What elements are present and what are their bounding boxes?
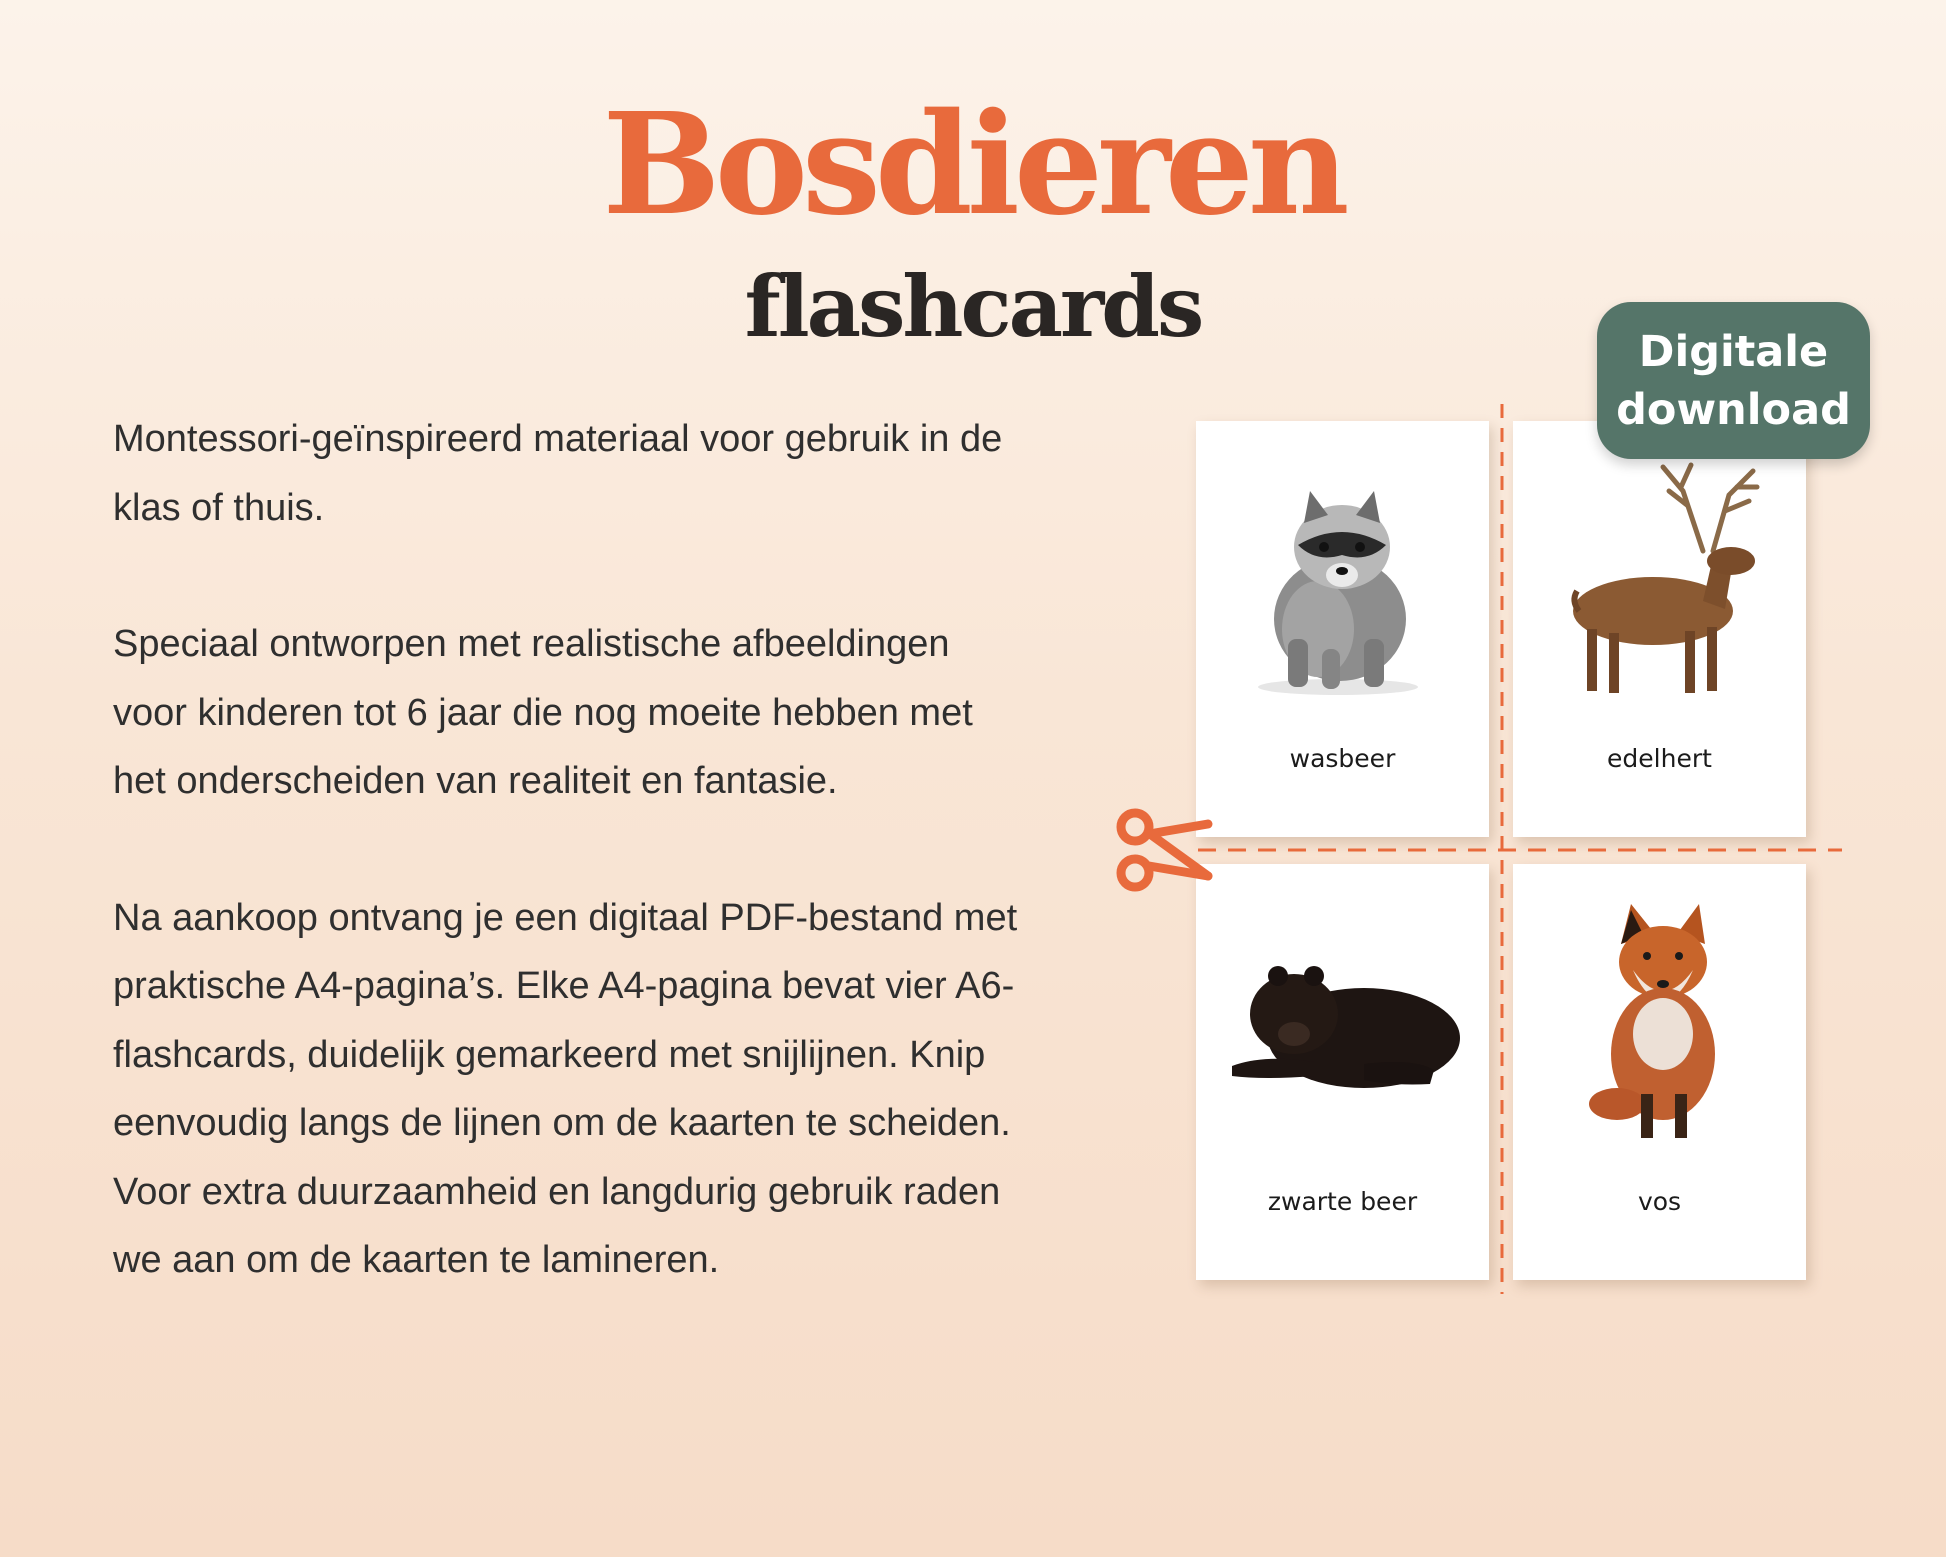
description-paragraph: Na aankoop ontvang je een digitaal PDF-bestand met praktische A4-pagina’s. Elke A4-pagina bevat vier A6-flashcards, duidelijk gemarkeerd met snijlijnen. Knip eenvoudig langs de lijnen om de kaarten te scheiden. Voor extra duurzaamheid en langdurig gebruik raden we aan om de kaarten te lamineren. (113, 896, 1018, 1281)
card-label: vos (1637, 1187, 1682, 1216)
page-subtitle: flashcards (744, 257, 1202, 356)
card-label: edelhert (1607, 744, 1712, 773)
scissors-icon (1121, 813, 1208, 887)
card-label: zwarte beer (1267, 1187, 1418, 1216)
description-paragraph: Speciaal ontworpen met realistische afbeeldingen voor kinderen tot 6 jaar die nog moeite hebben met het onderscheiden van realiteit en fantasie. (113, 623, 973, 802)
card-label: wasbeer (1289, 744, 1396, 773)
badge-line-2: download (1616, 384, 1851, 435)
description-paragraph: Montessori-geïnspireerd materiaal voor gebruik in de klas of thuis. (113, 418, 1003, 529)
digital-download-badge (1597, 302, 1870, 459)
badge-line-1: Digitale (1638, 326, 1829, 377)
page-title: Bosdieren (602, 83, 1344, 247)
